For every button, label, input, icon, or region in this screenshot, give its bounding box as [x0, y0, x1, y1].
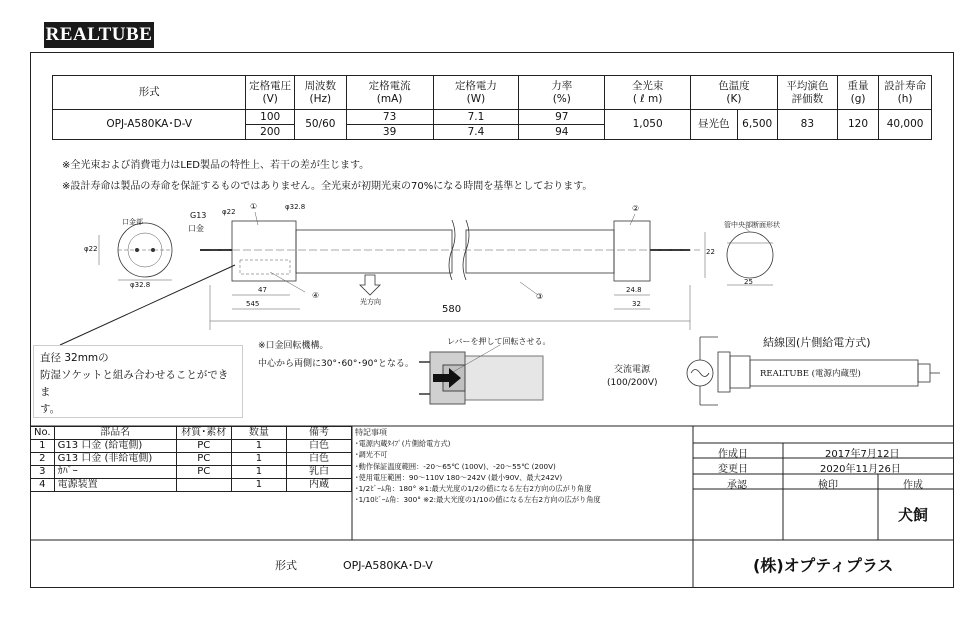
part-note: 乳白 — [287, 466, 352, 479]
power-200: 7.4 — [433, 125, 519, 140]
ac-voltage-label: (100/200V) — [607, 378, 658, 388]
current-200: 39 — [346, 125, 433, 140]
num-3: ③ — [536, 292, 544, 301]
callout-line-2: 防湿ソケットと組み合わせることができま — [40, 369, 229, 398]
dim-580: 580 — [442, 304, 462, 315]
approve-label: 承認 — [727, 480, 747, 491]
special-line-4: ･使用電圧範囲：90～110V 180～242V (最小90V、最大242V) — [355, 472, 563, 482]
callout-line-3: す。 — [40, 403, 61, 415]
company-name: (株)オプティプラス — [753, 556, 894, 575]
note-1: ※全光束および消費電力はLED製品の特性上、若干の差が生じます。 — [62, 160, 370, 171]
part-qty: 1 — [231, 453, 286, 466]
header-color-temp: 色温度 (K) — [691, 76, 778, 110]
part-no: 4 — [31, 479, 55, 492]
power-100: 7.1 — [433, 110, 519, 125]
part-material: PC — [176, 440, 231, 453]
part-material — [176, 479, 231, 492]
part-no: 1 — [31, 440, 55, 453]
created-label: 作成日 — [718, 449, 748, 460]
part-no: 3 — [31, 466, 55, 479]
phi22-side-label: φ22 — [84, 245, 98, 253]
header-power-factor: 力率 (%) — [519, 76, 605, 110]
color-name-cell: 昼光色 — [691, 110, 738, 140]
dim-25: 25 — [744, 278, 753, 286]
special-notes — [355, 427, 691, 505]
parts-header-note: 備考 — [287, 427, 352, 440]
phi328-label: φ32.8 — [285, 203, 306, 211]
special-line-1: ･電源内蔵ﾀｲﾌﾟ(片側給電方式) — [355, 439, 451, 449]
special-line-3: ･動作保証温度範囲：-20～65℃ (100V)、-20～55℃ (200V) — [355, 461, 556, 471]
part-name: G13 口金 (給電側) — [54, 440, 176, 453]
wiring-box-label: REALTUBE (電源内蔵型) — [760, 369, 861, 379]
note-2: ※設計寿命は製品の寿命を保証するものではありません。全光束が初期光束の70%になる時間を基準としております。 — [62, 181, 593, 192]
header-luminous-flux: 全光束 ( ℓ m) — [605, 76, 691, 110]
table-row — [31, 479, 352, 492]
current-100: 73 — [346, 110, 433, 125]
pf-100: 97 — [519, 110, 605, 125]
life-cell: 40,000 — [879, 110, 932, 140]
part-no: 2 — [31, 453, 55, 466]
phi328-bottom-label: φ32.8 — [130, 281, 151, 289]
footer-model: OPJ-A580KA･D-V — [343, 559, 433, 572]
parts-table — [30, 426, 352, 492]
dim-47: 47 — [258, 286, 267, 294]
table-row — [31, 466, 352, 479]
wiring-title: 結線図(片側給電方式) — [763, 336, 871, 349]
freq-cell: 50/60 — [294, 110, 346, 140]
voltage-100: 100 — [246, 110, 295, 125]
header-cri: 平均演色 評価数 — [777, 76, 837, 110]
table-row — [31, 453, 352, 466]
color-temp-cell: 6,500 — [737, 110, 777, 140]
header-power: 定格電力 (W) — [433, 76, 519, 110]
header-life: 設計寿命 (h) — [879, 76, 932, 110]
make-label: 作成 — [903, 480, 923, 491]
part-material: PC — [176, 466, 231, 479]
special-line-6: ･1/10ﾋﾞｰﾑ角：300° ※2:最大光度の1/10の値になる左右2方向の広がり角度 — [355, 495, 601, 505]
part-name: ｶﾊﾞｰ — [54, 466, 176, 479]
light-direction-label: 光方向 — [360, 298, 381, 306]
part-material: PC — [176, 453, 231, 466]
header-current: 定格電流 (mA) — [346, 76, 433, 110]
parts-header-material: 材質･素材 — [176, 427, 231, 440]
flux-cell: 1,050 — [605, 110, 691, 140]
ac-power-label: 交流電源 — [614, 365, 651, 375]
g13-sub-label: 口金 — [188, 224, 204, 233]
voltage-200: 200 — [246, 125, 295, 140]
table-row — [31, 440, 352, 453]
special-line-2: ･調光不可 — [355, 450, 388, 460]
created-date: 2017年7月12日 — [825, 449, 900, 460]
phi22-label: φ22 — [222, 208, 236, 216]
part-name: G13 口金 (非給電側) — [54, 453, 176, 466]
part-qty: 1 — [231, 479, 286, 492]
num-1: ① — [250, 202, 258, 211]
pf-200: 94 — [519, 125, 605, 140]
author-signature: 犬飼 — [898, 506, 929, 524]
dim-545: 545 — [246, 300, 260, 308]
changed-label: 変更日 — [718, 464, 748, 475]
header-model: 形式 — [53, 76, 246, 110]
brand-logo: REALTUBE — [44, 22, 154, 48]
header-voltage: 定格電圧 (V) — [246, 76, 295, 110]
special-line-5: ･1/2ﾋﾞｰﾑ角：180° ※1:最大光度の1/2の値になる左右2方向の広がり角度 — [355, 484, 592, 494]
part-qty: 1 — [231, 440, 286, 453]
footer-model-label: 形式 — [275, 559, 297, 572]
part-note: 白色 — [287, 440, 352, 453]
inspect-label: 検印 — [818, 480, 838, 491]
parts-header-no: No. — [31, 427, 55, 440]
weight-cell: 120 — [837, 110, 878, 140]
dim-248: 24.8 — [626, 286, 642, 294]
section-label: 管中央部断面形状 — [724, 221, 780, 229]
changed-date: 2020年11月26日 — [820, 464, 901, 475]
model-cell: OPJ-A580KA･D-V — [53, 110, 246, 140]
header-frequency: 周波数 (Hz) — [294, 76, 346, 110]
header-weight: 重量 (g) — [837, 76, 878, 110]
rotation-desc: 中心から両側に30°･60°･90°となる。 — [258, 359, 414, 369]
rotation-title: ※口金回転機構。 — [258, 341, 329, 351]
special-title: 特記事項 — [355, 428, 387, 437]
parts-header-name: 部品名 — [54, 427, 176, 440]
callout-line-1: 直径 32mmの — [40, 352, 109, 364]
parts-header-qty: 数量 — [231, 427, 286, 440]
part-name: 電源装置 — [54, 479, 176, 492]
part-note: 内蔵 — [287, 479, 352, 492]
dim-32: 32 — [632, 300, 641, 308]
num-4: ④ — [312, 291, 320, 300]
cri-cell: 83 — [777, 110, 837, 140]
part-note: 白色 — [287, 453, 352, 466]
num-2: ② — [632, 204, 640, 213]
part-qty: 1 — [231, 466, 286, 479]
g13-label: G13 — [190, 211, 207, 220]
lever-label: レバーを押して回転させる。 — [447, 337, 551, 346]
cap-label: 口金部 — [122, 218, 143, 226]
dim-22: 22 — [706, 248, 715, 256]
